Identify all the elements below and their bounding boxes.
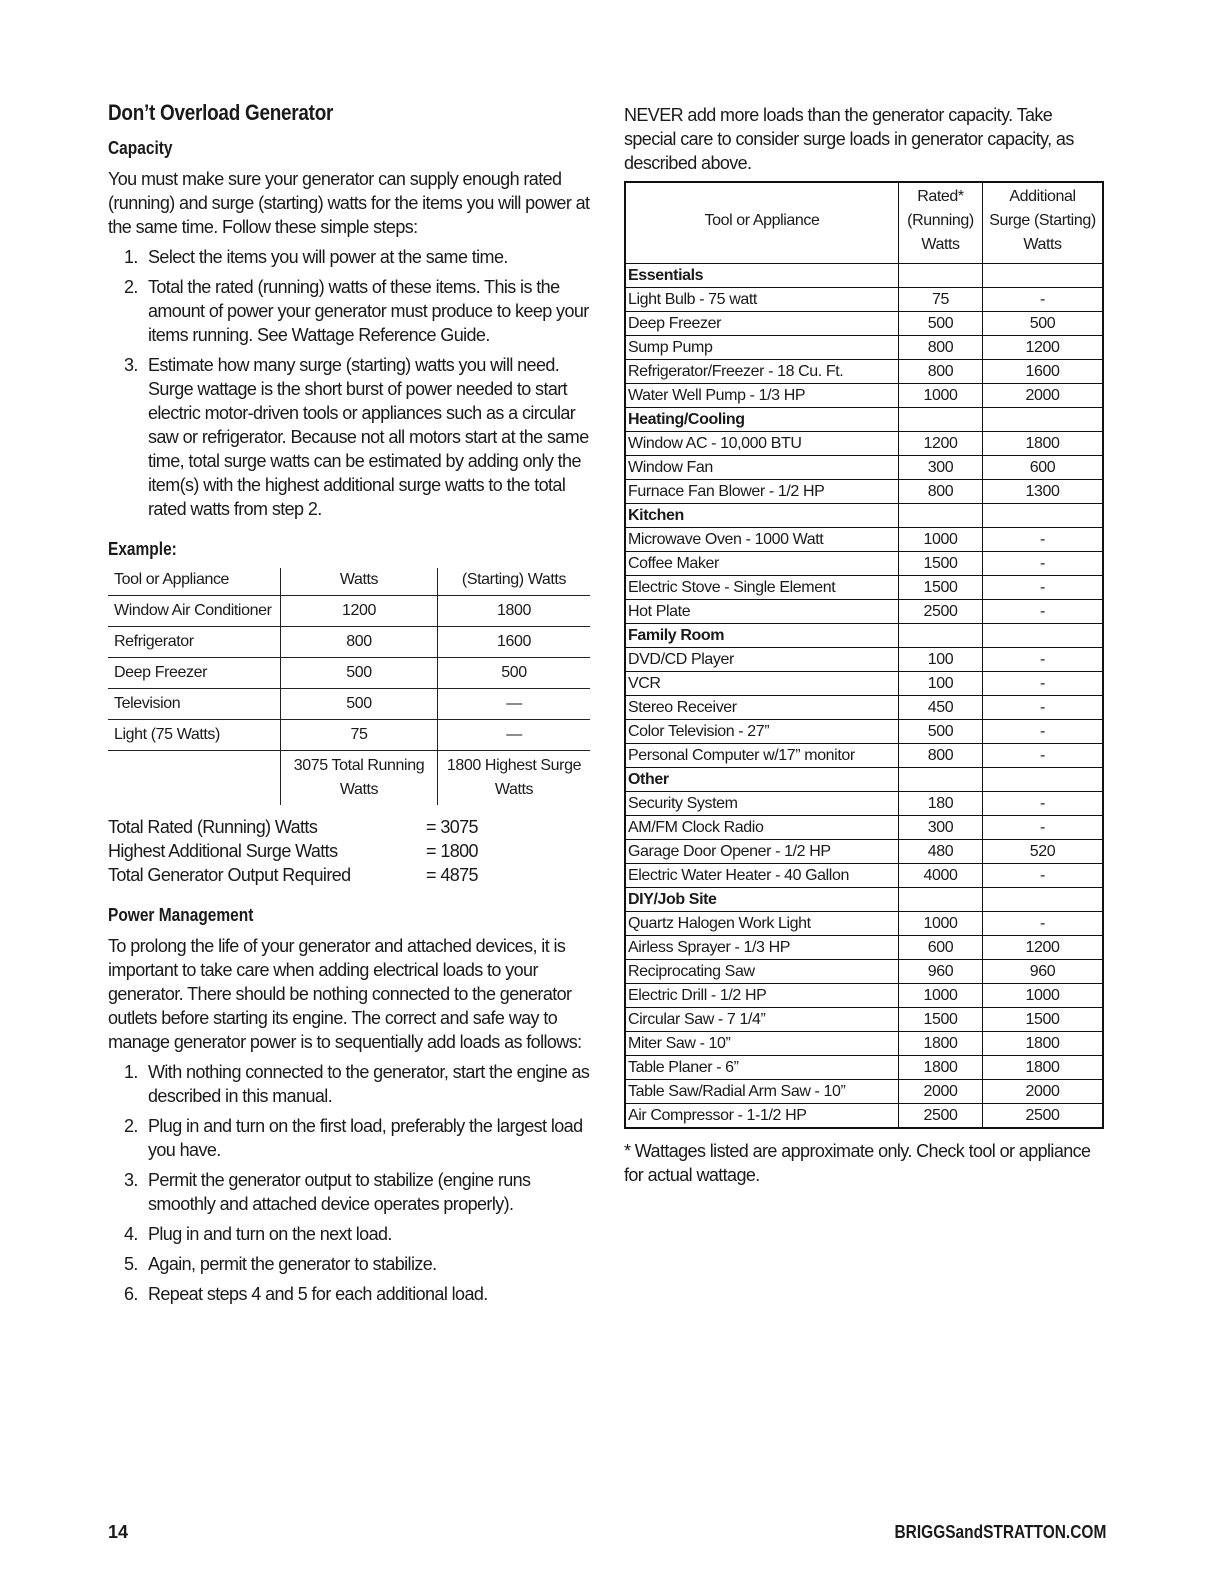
- example-total-row: [108, 751, 590, 806]
- appliance-name: Miter Saw - 10”: [625, 1032, 899, 1056]
- appliance-name: Security System: [625, 792, 899, 816]
- capacity-intro: You must make sure your generator can supply enough rated (running) and surge (starting) watts for the items you will power at the same time. Follow these simple steps:: [108, 169, 590, 237]
- rated-watts: 1200: [899, 432, 983, 456]
- appliance-name: DVD/CD Player: [625, 648, 899, 672]
- table-row: [625, 1032, 1103, 1056]
- appliance-name: Light Bulb - 75 watt: [625, 288, 899, 312]
- appliance-name: Electric Stove - Single Element: [625, 576, 899, 600]
- appliance-name: Color Television - 27”: [625, 720, 899, 744]
- example-cell: 1200: [281, 596, 438, 627]
- rated-watts: 1000: [899, 984, 983, 1008]
- footnote: * Wattages listed are approximate only. Check tool or appliance for actual wattage.: [624, 1141, 1091, 1185]
- step-text: Total the rated (running) watts of these items. This is the amount of power your generator must produce to keep your items running. See Wattage Reference Guide.: [148, 277, 589, 345]
- appliance-name: Sump Pump: [625, 336, 899, 360]
- example-cell: 1800: [438, 596, 591, 627]
- rated-watts: 4000: [899, 864, 983, 888]
- table-row: [625, 312, 1103, 336]
- appliance-name: Quartz Halogen Work Light: [625, 912, 899, 936]
- step-number: 2.: [124, 1116, 138, 1136]
- rated-watts: 100: [899, 672, 983, 696]
- appliance-name: VCR: [625, 672, 899, 696]
- example-cell: Television: [108, 689, 281, 720]
- surge-watts: -: [983, 912, 1104, 936]
- total-label: Highest Additional Surge Watts: [108, 841, 338, 861]
- website-link[interactable]: BRIGGSandSTRATTON.COM: [894, 1522, 1106, 1542]
- header-surge: Additional Surge (Starting) Watts: [983, 182, 1104, 264]
- category-row: [625, 888, 1103, 912]
- surge-watts: [983, 768, 1104, 792]
- rated-watts: 1500: [899, 576, 983, 600]
- table-row: [625, 1104, 1103, 1129]
- table-row: [625, 984, 1103, 1008]
- rated-watts: 500: [899, 720, 983, 744]
- step-text: Plug in and turn on the first load, preferably the largest load you have.: [148, 1116, 583, 1160]
- table-row: [625, 960, 1103, 984]
- example-cell: —: [438, 689, 591, 720]
- step-number: 1.: [124, 1062, 138, 1082]
- appliance-name: Refrigerator/Freezer - 18 Cu. Ft.: [625, 360, 899, 384]
- capacity-step: [108, 275, 590, 347]
- rated-watts: 100: [899, 648, 983, 672]
- warning-text: NEVER add more loads than the generator capacity. Take special care to consider surge loads in generator capacity, as described above.: [624, 105, 1074, 173]
- table-row: [625, 696, 1103, 720]
- table-row: [108, 720, 590, 751]
- surge-watts: -: [983, 288, 1104, 312]
- rated-watts: 2500: [899, 1104, 983, 1129]
- rated-watts: 800: [899, 744, 983, 768]
- step-text: Estimate how many surge (starting) watts you will need. Surge wattage is the short burst of power needed to start electric motor-driven tools or appliances such as a circular saw or refrigerator. Because not all motors start at the same time, total surge watts can be estimated by adding only the item(s) with the highest additional surge watts to the total rated watts from step 2.: [148, 355, 589, 519]
- rated-watts: 1000: [899, 912, 983, 936]
- rated-watts: 960: [899, 960, 983, 984]
- category-row: [625, 624, 1103, 648]
- rated-watts: [899, 768, 983, 792]
- step-text: Permit the generator output to stabilize (engine runs smoothly and attached device operates properly).: [148, 1170, 531, 1214]
- appliance-name: Water Well Pump - 1/3 HP: [625, 384, 899, 408]
- surge-watts: -: [983, 720, 1104, 744]
- total-line: [108, 815, 590, 839]
- rated-watts: 1800: [899, 1032, 983, 1056]
- surge-watts: -: [983, 792, 1104, 816]
- total-line: [108, 863, 590, 887]
- table-row: [625, 360, 1103, 384]
- table-row: [625, 1056, 1103, 1080]
- surge-watts: -: [983, 744, 1104, 768]
- table-row: [625, 456, 1103, 480]
- appliance-name: Table Planer - 6”: [625, 1056, 899, 1080]
- table-row: [625, 1008, 1103, 1032]
- step-number: 2.: [124, 277, 138, 297]
- appliance-name: Heating/Cooling: [625, 408, 899, 432]
- surge-watts: [983, 408, 1104, 432]
- rated-watts: 800: [899, 336, 983, 360]
- rated-watts: 1800: [899, 1056, 983, 1080]
- table-row: [625, 600, 1103, 624]
- appliance-name: Essentials: [625, 264, 899, 288]
- table-row: [625, 576, 1103, 600]
- surge-watts: 1800: [983, 1032, 1104, 1056]
- rated-watts: [899, 888, 983, 912]
- rated-watts: [899, 264, 983, 288]
- surge-watts: 1300: [983, 480, 1104, 504]
- appliance-name: Airless Sprayer - 1/3 HP: [625, 936, 899, 960]
- appliance-name: Deep Freezer: [625, 312, 899, 336]
- header-rated: Rated* (Running) Watts: [899, 182, 983, 264]
- appliance-name: Window Fan: [625, 456, 899, 480]
- surge-watts: -: [983, 816, 1104, 840]
- surge-watts: [983, 504, 1104, 528]
- surge-watts: -: [983, 576, 1104, 600]
- table-row: [625, 912, 1103, 936]
- rated-watts: 1500: [899, 1008, 983, 1032]
- total-label: Total Rated (Running) Watts: [108, 817, 318, 837]
- step-number: 3.: [124, 355, 138, 375]
- step-number: 5.: [124, 1254, 138, 1274]
- example-cell: 1600: [438, 627, 591, 658]
- rated-watts: 480: [899, 840, 983, 864]
- example-cell: Deep Freezer: [108, 658, 281, 689]
- rated-watts: 600: [899, 936, 983, 960]
- surge-watts: 1000: [983, 984, 1104, 1008]
- appliance-name: Furnace Fan Blower - 1/2 HP: [625, 480, 899, 504]
- power-management-intro: To prolong the life of your generator and attached devices, it is important to take care when adding electrical loads to your generator. There should be nothing connected to the generator outlets before starting its engine. The correct and safe way to manage generator power is to sequentially add loads as follows:: [108, 936, 582, 1052]
- rated-watts: 300: [899, 816, 983, 840]
- rated-watts: 500: [899, 312, 983, 336]
- example-cell: 500: [281, 689, 438, 720]
- table-row: [625, 336, 1103, 360]
- surge-watts: 1800: [983, 432, 1104, 456]
- example-cell: Refrigerator: [108, 627, 281, 658]
- page-title: Don’t Overload Generator: [108, 100, 334, 125]
- appliance-name: Electric Water Heater - 40 Gallon: [625, 864, 899, 888]
- table-row: [625, 672, 1103, 696]
- step-text: Again, permit the generator to stabilize.: [148, 1254, 437, 1274]
- rated-watts: 1500: [899, 552, 983, 576]
- rated-watts: [899, 408, 983, 432]
- example-cell: [108, 751, 281, 806]
- example-cell: 500: [281, 658, 438, 689]
- appliance-name: Coffee Maker: [625, 552, 899, 576]
- left-column: [108, 100, 590, 1312]
- rated-watts: 800: [899, 360, 983, 384]
- table-row: [625, 936, 1103, 960]
- appliance-name: Table Saw/Radial Arm Saw - 10”: [625, 1080, 899, 1104]
- surge-watts: -: [983, 528, 1104, 552]
- appliance-name: Circular Saw - 7 1/4”: [625, 1008, 899, 1032]
- capacity-step: [108, 245, 590, 269]
- table-row: [625, 648, 1103, 672]
- category-row: [625, 768, 1103, 792]
- rated-watts: [899, 504, 983, 528]
- category-row: [625, 264, 1103, 288]
- appliance-name: Microwave Oven - 1000 Watt: [625, 528, 899, 552]
- appliance-name: Air Compressor - 1-1/2 HP: [625, 1104, 899, 1129]
- example-table: [108, 568, 590, 805]
- example-header-row: [108, 568, 590, 596]
- surge-watts: 1200: [983, 336, 1104, 360]
- appliance-name: Stereo Receiver: [625, 696, 899, 720]
- surge-watts: 2000: [983, 384, 1104, 408]
- surge-watts: 960: [983, 960, 1104, 984]
- category-row: [625, 408, 1103, 432]
- table-row: [625, 816, 1103, 840]
- power-management-step: [108, 1252, 590, 1276]
- appliance-name: Garage Door Opener - 1/2 HP: [625, 840, 899, 864]
- step-number: 3.: [124, 1170, 138, 1190]
- wattage-reference-table: [624, 181, 1104, 1129]
- appliance-name: Hot Plate: [625, 600, 899, 624]
- surge-watts: [983, 888, 1104, 912]
- example-cell: Window Air Conditioner: [108, 596, 281, 627]
- example-cell: 75: [281, 720, 438, 751]
- surge-watts: -: [983, 552, 1104, 576]
- surge-watts: 520: [983, 840, 1104, 864]
- rated-watts: 300: [899, 456, 983, 480]
- power-management-step: [108, 1114, 590, 1162]
- wattage-table-header: [625, 182, 1103, 264]
- step-number: 4.: [124, 1224, 138, 1244]
- appliance-name: Family Room: [625, 624, 899, 648]
- appliance-name: Kitchen: [625, 504, 899, 528]
- table-row: [625, 840, 1103, 864]
- surge-watts: 1600: [983, 360, 1104, 384]
- surge-watts: [983, 264, 1104, 288]
- step-number: 6.: [124, 1284, 138, 1304]
- appliance-name: Other: [625, 768, 899, 792]
- surge-watts: -: [983, 648, 1104, 672]
- step-text: Repeat steps 4 and 5 for each additional load.: [148, 1284, 488, 1304]
- total-value: = 1800: [426, 841, 478, 861]
- power-management-heading: Power Management: [108, 905, 254, 925]
- page-number: 14: [108, 1522, 129, 1542]
- surge-watts: 1500: [983, 1008, 1104, 1032]
- surge-watts: 2000: [983, 1080, 1104, 1104]
- table-row: [625, 720, 1103, 744]
- surge-watts: -: [983, 696, 1104, 720]
- capacity-steps-list: [108, 245, 590, 521]
- rated-watts: 2500: [899, 600, 983, 624]
- appliance-name: Electric Drill - 1/2 HP: [625, 984, 899, 1008]
- table-row: [108, 596, 590, 627]
- appliance-name: Personal Computer w/17” monitor: [625, 744, 899, 768]
- example-cell: 3075 Total Running Watts: [281, 751, 438, 806]
- rated-watts: 1000: [899, 528, 983, 552]
- rated-watts: 180: [899, 792, 983, 816]
- category-row: [625, 504, 1103, 528]
- rated-watts: 450: [899, 696, 983, 720]
- table-row: [108, 627, 590, 658]
- surge-watts: 500: [983, 312, 1104, 336]
- power-management-step: [108, 1282, 590, 1306]
- example-cell: 1800 Highest Surge Watts: [438, 751, 591, 806]
- step-text: Select the items you will power at the same time.: [148, 247, 508, 267]
- surge-watts: -: [983, 600, 1104, 624]
- total-value: = 3075: [426, 817, 478, 837]
- table-row: [625, 744, 1103, 768]
- table-row: [108, 689, 590, 720]
- capacity-step: [108, 353, 590, 521]
- right-column: [624, 100, 1106, 1187]
- example-cell: Tool or Appliance: [108, 568, 281, 596]
- step-text: Plug in and turn on the next load.: [148, 1224, 392, 1244]
- example-cell: (Starting) Watts: [438, 568, 591, 596]
- rated-watts: 800: [899, 480, 983, 504]
- total-value: = 4875: [426, 865, 478, 885]
- example-heading: Example:: [108, 539, 177, 559]
- table-row: [625, 480, 1103, 504]
- step-text: With nothing connected to the generator, start the engine as described in this manual.: [148, 1062, 590, 1106]
- example-cell: Light (75 Watts): [108, 720, 281, 751]
- table-row: [625, 552, 1103, 576]
- surge-watts: 2500: [983, 1104, 1104, 1129]
- rated-watts: 1000: [899, 384, 983, 408]
- appliance-name: Reciprocating Saw: [625, 960, 899, 984]
- example-cell: Watts: [281, 568, 438, 596]
- table-row: [625, 792, 1103, 816]
- table-row: [625, 528, 1103, 552]
- table-row: [625, 864, 1103, 888]
- table-row: [625, 288, 1103, 312]
- capacity-heading: Capacity: [108, 138, 173, 158]
- example-cell: —: [438, 720, 591, 751]
- power-management-steps-list: [108, 1060, 590, 1306]
- example-cell: 500: [438, 658, 591, 689]
- header-tool: Tool or Appliance: [625, 182, 899, 264]
- rated-watts: 2000: [899, 1080, 983, 1104]
- example-cell: 800: [281, 627, 438, 658]
- appliance-name: AM/FM Clock Radio: [625, 816, 899, 840]
- rated-watts: [899, 624, 983, 648]
- appliance-name: DIY/Job Site: [625, 888, 899, 912]
- surge-watts: 1800: [983, 1056, 1104, 1080]
- rated-watts: 75: [899, 288, 983, 312]
- appliance-name: Window AC - 10,000 BTU: [625, 432, 899, 456]
- table-row: [625, 1080, 1103, 1104]
- table-row: [625, 432, 1103, 456]
- surge-watts: [983, 624, 1104, 648]
- total-line: [108, 839, 590, 863]
- power-management-step: [108, 1222, 590, 1246]
- power-management-step: [108, 1168, 590, 1216]
- power-management-step: [108, 1060, 590, 1108]
- step-number: 1.: [124, 247, 138, 267]
- example-totals: [108, 815, 590, 887]
- surge-watts: 1200: [983, 936, 1104, 960]
- total-label: Total Generator Output Required: [108, 865, 351, 885]
- table-row: [625, 384, 1103, 408]
- surge-watts: -: [983, 672, 1104, 696]
- surge-watts: -: [983, 864, 1104, 888]
- table-row: [108, 658, 590, 689]
- surge-watts: 600: [983, 456, 1104, 480]
